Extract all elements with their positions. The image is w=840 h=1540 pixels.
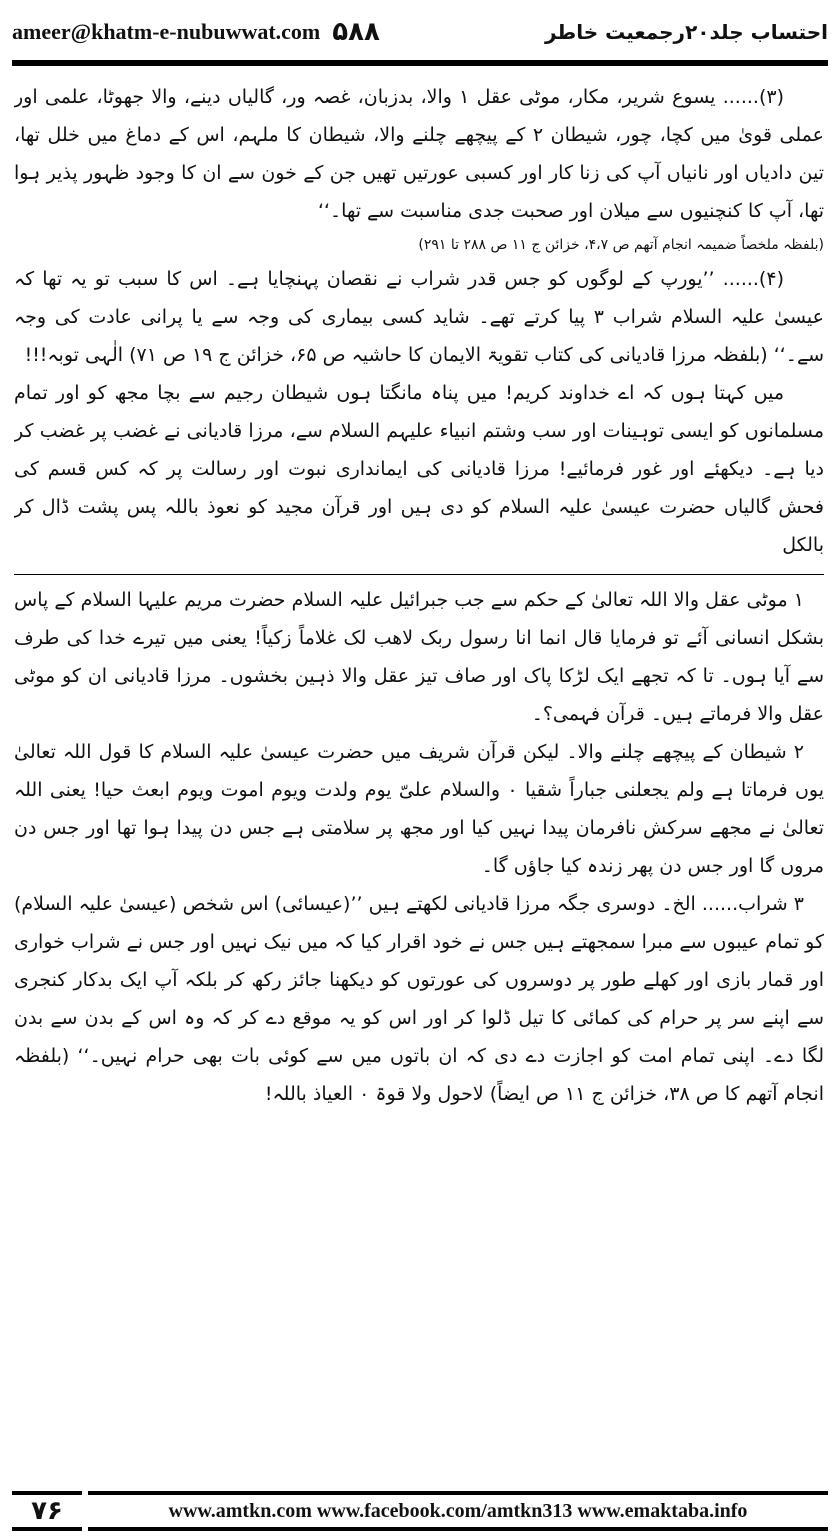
paragraph-commentary: میں کہتا ہوں کہ اے خداوند کریم! میں پناہ مانگتا ہوں شیطان رجیم سے بچا مجھ کو اور تمام مسلمانوں کو ایسی توہینات اور سب وشتم انبیاء علیہم السلام سے، مرزا قادیانی نے غضب پر غضب کر دیا ہے۔ دیکھئے اور غور فرمائیے! مرزا قادیانی کی ایمانداری نبوت اور رسالت پر کہ کس قسم کی فحش گالیاں حضرت عیسیٰ علیہ السلام کو دی ہیں اور قرآن مجید کو نعوذ باللہ پس پشت ڈال کر بالکل bbox=[14, 382, 824, 556]
header-left bbox=[12, 17, 380, 47]
header-page-number: ۵۸۸ bbox=[332, 17, 380, 47]
footnote-3: ۳ شراب...... الخ۔ دوسری جگہ مرزا قادیانی لکھتے ہیں ’’(عیسائی) اس شخص (عیسیٰ علیہ السلام) کو تمام عیبوں سے مبرا سمجھتے ہیں جس نے خود اقرار کیا کہ میں نیک نہیں اور جس نے شراب خواری اور قمار بازی اور کھلے طور پر دوسروں کی عورتوں کو دیکھنا جائز رکھ کر بلکہ آپ ایک بدکار کنجری سے اپنے سر پر حرام کی کمائی کا تیل ڈلوا کر اور اس کو یہ موقع دے کر کہ وہ اس کے بدن سے بدن لگا دے۔ اپنی تمام امت کو اجازت دے دی کہ ان باتوں میں سے کوئی بات بھی حرام نہیں۔‘‘ (بلفظہ انجام آتھم کا ص ۳۸، خزائن ج ۱۱ ص ایضاً) لاحول ولا قوۃ ۰ العیاذ باللہ! bbox=[14, 893, 824, 1105]
footnote-divider bbox=[14, 574, 824, 575]
page-header bbox=[12, 8, 828, 56]
paragraph-4: (۴)...... ’’یورپ کے لوگوں کو جس قدر شراب نے نقصان پہنچایا ہے۔ اس کا سبب تو یہ تھا کہ عیسیٰ علیہ السلام شراب ۳ پیا کرتے تھے۔ شاید کسی بیماری کی وجہ سے یا پرانی عادت کی وجہ سے۔‘‘ (بلفظہ مرزا قادیانی کی کتاب تقویۃ الایمان کا حاشیہ ص ۶۵، خزائن ج ۱۹ ص ۷۱) الٰہی توبہ!!! bbox=[14, 268, 824, 366]
header-rule bbox=[12, 60, 828, 66]
footnote-1: ۱ موٹی عقل والا اللہ تعالیٰ کے حکم سے جب جبرائیل علیہ السلام حضرت مریم علیہا السلام کے پاس بشکل انسانی آئے تو فرمایا قال انما انا رسول ربک لاھب لک غلاماً زکیاً! یعنی میں تیرے خدا کی طرف سے آیا ہوں۔ تا کہ تجھے ایک لڑکا پاک اور صاف تیز عقل والا ذہین بخشوں۔ مرزا قادیانی ان کو موٹی عقل والا فرماتے ہیں۔ قرآن فہمی؟۔ bbox=[14, 589, 824, 725]
page-footer bbox=[12, 1490, 828, 1532]
footer-links: www.amtkn.com www.facebook.com/amtkn313 www.emaktaba.info bbox=[88, 1491, 828, 1531]
citation-1: (بلفظہ ملخصاً ضمیمہ انجام آتھم ص ۴،۷، خزائن ج ۱۱ ص ۲۸۸ تا ۲۹۱) bbox=[418, 237, 824, 253]
footer-page-number: ۷۶ bbox=[12, 1491, 82, 1531]
page-body bbox=[14, 78, 824, 1480]
footnote-2: ۲ شیطان کے پیچھے چلنے والا۔ لیکن قرآن شریف میں حضرت عیسیٰ علیہ السلام کا قول اللہ تعالیٰ یوں فرماتا ہے ولم یجعلنی جباراً شقیا ۰ والسلام علیّ یوم ولدت ویوم اموت ویوم ابعث حیا! یعنی اللہ تعالیٰ نے مجھے سرکش نافرمان پیدا نہیں کیا اور مجھ پر سلامتی ہے جس دن پیدا ہوا تھا اور جس دن مروں گا اور جس دن پھر زندہ کیا جاؤں گا۔ bbox=[14, 741, 824, 877]
paragraph-3: (۳)...... یسوع شریر، مکار، موٹی عقل ۱ والا، بدزبان، غصہ ور، گالیاں دینے، والا جھوٹا، علمی اور عملی قویٰ میں کچا، چور، شیطان ۲ کے پیچھے چلنے والا، شیطان کا ملہم، اس کے دماغ میں خلل تھا، تین دادیاں اور نانیاں آپ کی زنا کار اور کسبی عورتیں تھیں جن کے خون سے ان کا وجود ظہور پذیر ہوا تھا، آپ کا کنچنیوں سے میلان اور صحبت جدی مناسبت سے تھا۔‘‘ bbox=[14, 86, 824, 222]
header-email: ameer@khatm-e-nubuwwat.com bbox=[12, 19, 321, 44]
header-title: احتساب جلد۲۰رجمعیت خاطر bbox=[544, 20, 828, 44]
